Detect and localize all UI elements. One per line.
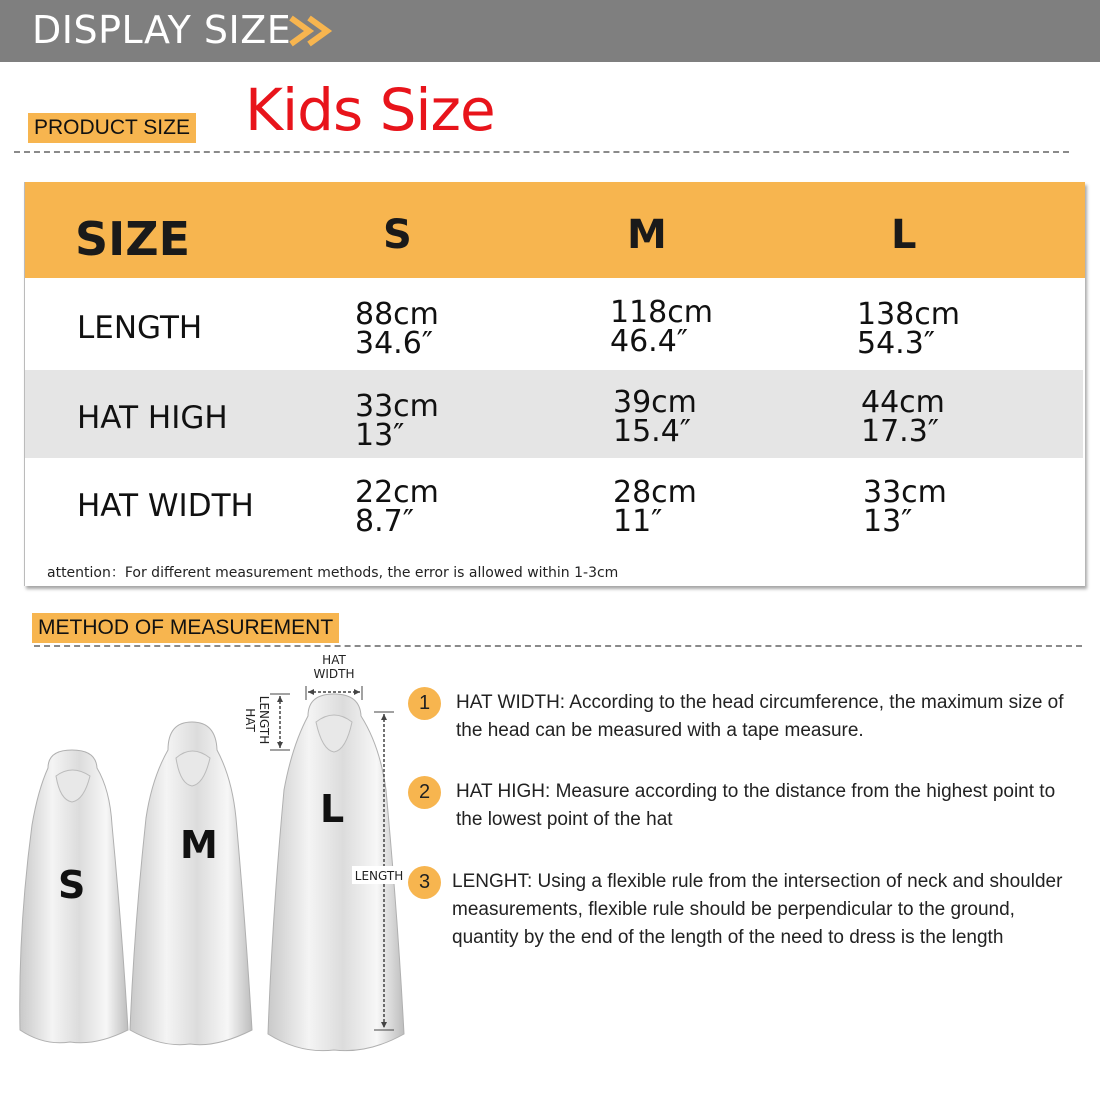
arrow-down-icon xyxy=(277,742,283,748)
header-size: SIZE xyxy=(75,212,191,266)
section-divider xyxy=(34,645,1082,647)
cloak-measurement-figure xyxy=(0,650,420,1070)
step-number-badge: 3 xyxy=(408,866,441,899)
step-number-badge: 1 xyxy=(408,687,441,720)
instruction-text: HAT WIDTH: According to the head circumference, the maximum size of the head can be measured with a tape measure. xyxy=(456,692,1064,741)
cloak-label-m: M xyxy=(180,823,218,867)
table-cell: 118cm 46.4″ xyxy=(610,295,713,359)
table-cell: 138cm 54.3″ xyxy=(857,297,960,361)
table-cell: 33cm 13″ xyxy=(863,475,947,539)
header-s: S xyxy=(383,212,412,258)
table-cell: 88cm 34.6″ xyxy=(355,297,439,361)
size-table xyxy=(24,182,1085,586)
method-of-measurement-tag: METHOD OF MEASUREMENT xyxy=(32,613,339,643)
cloak-medium xyxy=(130,722,252,1045)
table-cell: 28cm 11″ xyxy=(613,475,697,539)
hat-width-label-1: HAT xyxy=(322,653,346,667)
kids-size-title: Kids Size xyxy=(245,76,495,144)
cloak-small xyxy=(20,750,128,1043)
table-cell: 44cm 17.3″ xyxy=(861,385,945,449)
cloak-label-l: L xyxy=(320,787,345,831)
step-number-badge: 2 xyxy=(408,776,441,809)
table-row-hat-high xyxy=(25,370,1083,458)
table-header xyxy=(25,182,1085,278)
row-label: HAT WIDTH xyxy=(77,488,254,524)
section-divider xyxy=(14,151,1069,153)
header-m: M xyxy=(627,212,667,258)
length-label: LENGTH xyxy=(354,869,404,883)
attention-note: attention：For different measurement methods, the error is allowed within 1-3cm xyxy=(47,565,619,581)
table-row-length xyxy=(25,280,1083,368)
banner-title: DISPLAY SIZE xyxy=(32,8,292,52)
hat-length-label-2: LENGTH xyxy=(257,695,271,745)
arrow-up-icon xyxy=(277,696,283,702)
header-banner xyxy=(0,0,1100,62)
double-chevron-right-icon xyxy=(287,14,339,48)
table-cell: 39cm 15.4″ xyxy=(613,385,697,449)
table-cell: 33cm 13″ xyxy=(355,389,439,453)
instruction-text: HAT HIGH: Measure according to the distance from the highest point to the lowest point of the hat xyxy=(456,781,1056,830)
instruction-text: LENGHT: Using a flexible rule from the intersection of neck and shoulder measurements, flexible rule should be perpendicular to the ground, quantity by the end of the length of the need to dress is the length xyxy=(452,871,1063,948)
row-label: HAT HIGH xyxy=(77,400,228,436)
row-label: LENGTH xyxy=(77,310,203,346)
product-size-tag: PRODUCT SIZE xyxy=(28,113,196,143)
hat-length-label-1: HAT xyxy=(243,708,257,732)
table-row-hat-width xyxy=(25,458,1083,550)
arrow-up-icon xyxy=(381,714,387,720)
arrow-left-icon xyxy=(308,689,314,695)
hat-width-label-2: WIDTH xyxy=(313,667,355,681)
header-l: L xyxy=(891,212,917,258)
cloak-label-s: S xyxy=(58,863,86,907)
table-cell: 22cm 8.7″ xyxy=(355,475,439,539)
arrow-right-icon xyxy=(354,689,360,695)
